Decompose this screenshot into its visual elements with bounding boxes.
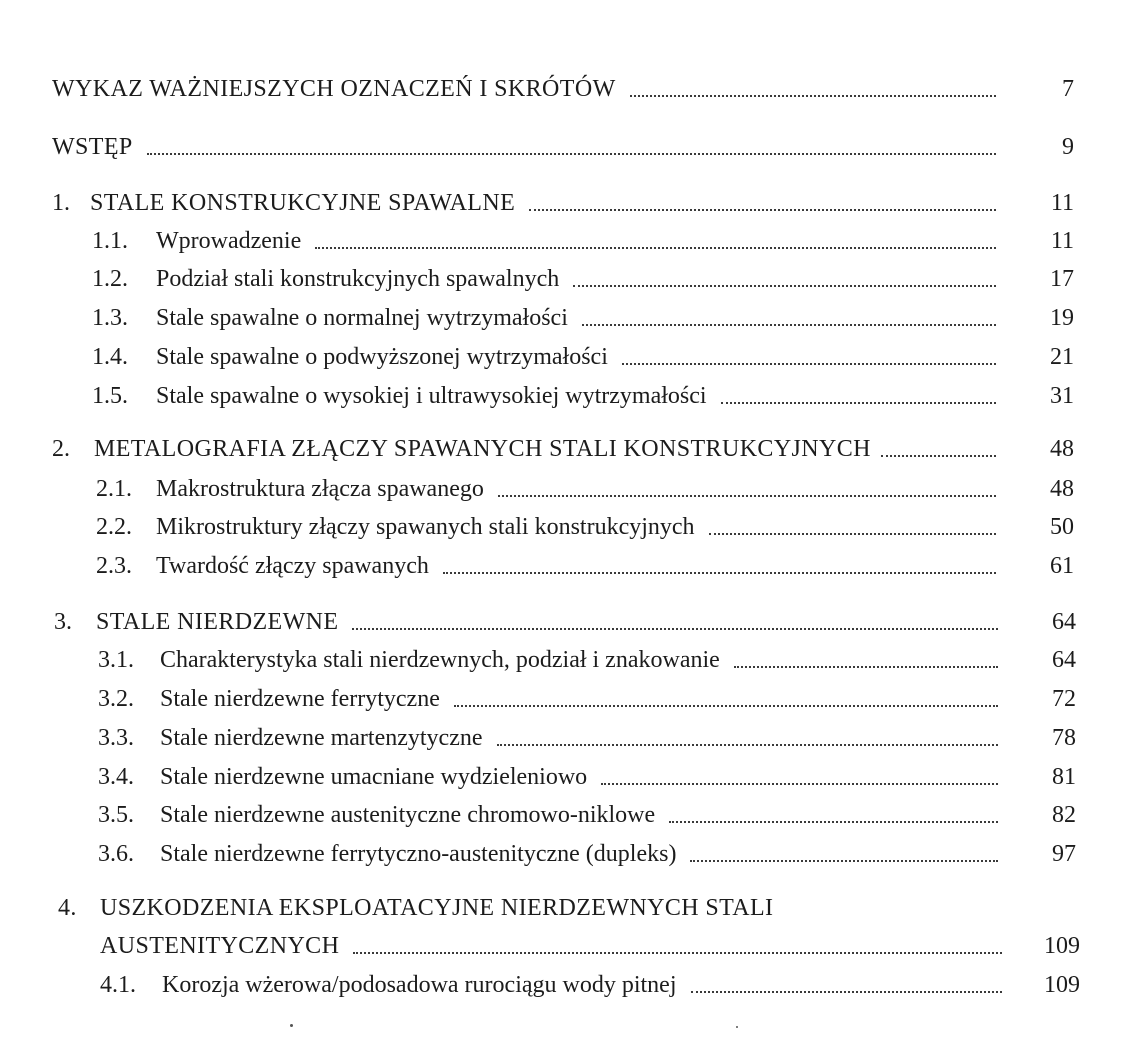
dot-leader [669,819,998,823]
section-page: 61 [1050,553,1074,579]
section-page: 81 [1052,764,1076,790]
section-page: 109 [1044,972,1080,998]
toc-entry-page: 9 [1062,134,1074,160]
dot-leader [734,664,998,668]
toc-section-4-1[interactable] [100,968,1080,1002]
chapter-page: 48 [1050,436,1074,462]
chapter-number: 4. [58,895,77,921]
dot-leader [690,858,998,862]
dot-leader [353,950,1002,954]
section-page: 82 [1052,802,1076,828]
section-page: 19 [1050,305,1074,331]
section-page: 48 [1050,476,1074,502]
toc-section-3-4[interactable] [98,760,1076,794]
toc-section-1-4[interactable] [92,340,1074,374]
toc-section-2-3[interactable] [96,549,1074,583]
toc-section-3-5[interactable] [98,798,1076,832]
section-title: Stale spawalne o wysokiej i ultrawysokiej wytrzymałości [156,383,707,409]
section-number: 3.6. [98,841,134,867]
dot-leader [498,493,996,497]
section-title: Stale nierdzewne umacniane wydzieleniowo [160,764,588,790]
dot-leader [147,151,996,155]
section-number: 3.4. [98,764,134,790]
section-title: Charakterystyka stali nierdzewnych, podział i znakowanie [160,647,720,673]
section-title: Stale spawalne o podwyższonej wytrzymałości [156,344,608,370]
chapter-page: 11 [1050,190,1074,216]
section-title: Stale nierdzewne ferrytyczne [160,686,440,712]
section-number: 1.2. [92,266,128,292]
section-page: 50 [1050,514,1074,540]
section-title: Stale nierdzewne austenityczne chromowo-niklowe [160,802,656,828]
section-page: 11 [1050,228,1074,254]
toc-section-1-3[interactable] [92,301,1074,335]
toc-section-3-1[interactable] [98,643,1076,677]
toc-chapter-4-line1[interactable] [58,891,773,925]
section-title: Stale nierdzewne ferrytyczno-austenityczne (dupleks) [160,841,677,867]
toc-chapter-2[interactable] [52,432,1074,466]
chapter-title: METALOGRAFIA ZŁĄCZY SPAWANYCH STALI KONSTRUKCYJNYCH [94,436,871,462]
dot-leader [315,245,996,249]
toc-entry-abbreviations[interactable] [52,72,1074,106]
section-title: Makrostruktura złącza spawanego [156,476,484,502]
dot-leader [454,703,998,707]
toc-section-1-5[interactable] [92,379,1074,413]
section-number: 4.1. [100,972,136,998]
section-title: Stale spawalne o normalnej wytrzymałości [156,305,568,331]
section-title: Wprowadzenie [156,228,302,254]
dot-leader [721,400,996,404]
chapter-number: 3. [54,609,72,635]
toc-entry-title: WSTĘP [52,134,133,160]
dot-leader [529,207,996,211]
scan-speck [736,1026,738,1028]
toc-section-3-6[interactable] [98,837,1076,871]
section-number: 2.1. [96,476,132,502]
chapter-title: STALE NIERDZEWNE [96,609,339,635]
section-page: 21 [1050,344,1074,370]
section-title: Podział stali konstrukcyjnych spawalnych [156,266,560,292]
section-page: 17 [1050,266,1074,292]
dot-leader [691,989,1003,993]
dot-leader [443,570,996,574]
section-page: 97 [1052,841,1076,867]
section-number: 1.4. [92,344,128,370]
section-page: 64 [1052,647,1076,673]
toc-entry-introduction[interactable] [52,130,1074,164]
toc-section-3-3[interactable] [98,721,1076,755]
chapter-title-continued: AUSTENITYCZNYCH [100,933,340,959]
section-number: 1.5. [92,383,128,409]
section-title: Stale nierdzewne martenzytyczne [160,725,483,751]
chapter-page: 109 [1044,933,1080,959]
toc-entry-page: 7 [1062,76,1074,102]
dot-leader [630,93,996,97]
toc-section-1-2[interactable] [92,262,1074,296]
scan-speck [290,1024,293,1027]
section-page: 78 [1052,725,1076,751]
toc-section-3-2[interactable] [98,682,1076,716]
chapter-title: STALE KONSTRUKCYJNE SPAWALNE [90,190,516,216]
section-page: 31 [1050,383,1074,409]
toc-section-1-1[interactable] [92,224,1074,258]
dot-leader [573,283,996,287]
section-title: Korozja wżerowa/podosadowa rurociągu wody pitnej [162,972,677,998]
chapter-number: 2. [52,436,70,462]
section-title: Mikrostruktury złączy spawanych stali konstrukcyjnych [156,514,695,540]
section-number: 3.1. [98,647,134,673]
chapter-title: USZKODZENIA EKSPLOATACYJNE NIERDZEWNYCH STALI [100,895,774,921]
section-page: 72 [1052,686,1076,712]
section-number: 1.1. [92,228,128,254]
section-number: 3.3. [98,725,134,751]
dot-leader [601,781,998,785]
section-number: 2.3. [96,553,132,579]
toc-section-2-1[interactable] [96,472,1074,506]
dot-leader [352,626,998,630]
toc-chapter-1[interactable] [52,186,1074,220]
dot-leader [622,361,996,365]
section-title: Twardość złączy spawanych [156,553,429,579]
chapter-page: 64 [1052,609,1076,635]
dot-leader [497,742,999,746]
section-number: 1.3. [92,305,128,331]
toc-section-2-2[interactable] [96,510,1074,544]
dot-leader [582,322,996,326]
dot-leader [881,453,996,457]
dot-leader [709,531,996,535]
chapter-number: 1. [52,190,70,216]
toc-chapter-3[interactable] [54,605,1076,639]
toc-chapter-4[interactable] [100,929,1080,963]
section-number: 2.2. [96,514,132,540]
section-number: 3.5. [98,802,134,828]
toc-entry-title: WYKAZ WAŻNIEJSZYCH OZNACZEŃ I SKRÓTÓW [52,76,616,102]
section-number: 3.2. [98,686,134,712]
